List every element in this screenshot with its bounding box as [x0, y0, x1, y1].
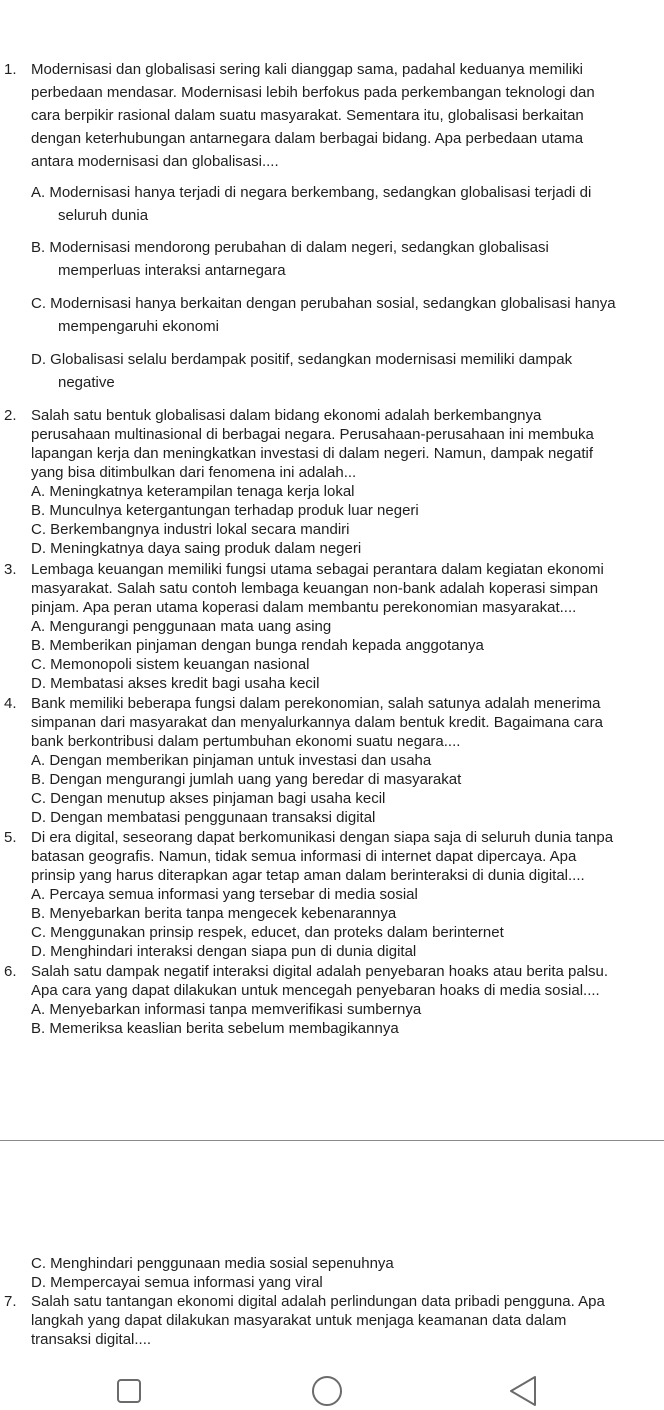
q3-line-1: Lembaga keuangan memiliki fungsi utama sebagai perantara dalam kegiatan ekonomi: [31, 561, 604, 578]
q1-option-c[interactable]: C. Modernisasi hanya berkaitan dengan perubahan sosial, sedangkan globalisasi hanya: [31, 295, 616, 312]
page-divider: [0, 1140, 664, 1141]
q6-option-d[interactable]: D. Mempercayai semua informasi yang viral: [31, 1274, 323, 1291]
q7-number: 7.: [4, 1293, 17, 1310]
q4-line-1: Bank memiliki beberapa fungsi dalam perekonomian, salah satunya adalah menerima: [31, 695, 601, 712]
q4-option-d[interactable]: D. Dengan membatasi penggunaan transaksi digital: [31, 809, 376, 826]
q2-option-a[interactable]: A. Meningkatnya keterampilan tenaga kerja lokal: [31, 483, 355, 500]
q2-option-c[interactable]: C. Berkembangnya industri lokal secara mandiri: [31, 521, 350, 538]
q1-option-b[interactable]: B. Modernisasi mendorong perubahan di dalam negeri, sedangkan globalisasi: [31, 239, 549, 256]
triangle-back-icon[interactable]: [506, 1374, 540, 1408]
q4-option-a[interactable]: A. Dengan memberikan pinjaman untuk investasi dan usaha: [31, 752, 432, 769]
circle-icon[interactable]: [310, 1374, 344, 1408]
q4-line-3: bank berkontribusi dalam pertumbuhan ekonomi suatu negara....: [31, 733, 461, 750]
q1-line-4: dengan keterhubungan antarnegara dalam berbagai bidang. Apa perbedaan utama: [31, 130, 584, 147]
q4-option-c[interactable]: C. Dengan menutup akses pinjaman bagi usaha kecil: [31, 790, 386, 807]
q1-option-d-cont: negative: [58, 374, 115, 391]
q1-option-a[interactable]: A. Modernisasi hanya terjadi di negara berkembang, sedangkan globalisasi terjadi di: [31, 184, 592, 201]
q2-line-2: perusahaan multinasional di berbagai negara. Perusahaan-perusahaan ini membuka: [31, 426, 594, 443]
q7-line-3: transaksi digital....: [31, 1331, 152, 1348]
q1-line-2: perbedaan mendasar. Modernisasi lebih berfokus pada perkembangan teknologi dan: [31, 84, 595, 101]
q2-option-b[interactable]: B. Munculnya ketergantungan terhadap produk luar negeri: [31, 502, 419, 519]
q3-line-3: pinjam. Apa peran utama koperasi dalam membantu perekonomian masyarakat....: [31, 599, 577, 616]
q2-line-1: Salah satu bentuk globalisasi dalam bidang ekonomi adalah berkembangnya: [31, 407, 542, 424]
square-icon[interactable]: [112, 1374, 146, 1408]
q2-line-3: lapangan kerja dan meningkatkan investasi di dalam negeri. Namun, dampak negatif: [31, 445, 594, 462]
q1-line-5: antara modernisasi dan globalisasi....: [31, 153, 279, 170]
q1-option-d[interactable]: D. Globalisasi selalu berdampak positif, sedangkan modernisasi memiliki dampak: [31, 351, 573, 368]
q7-line-1: Salah satu tantangan ekonomi digital adalah perlindungan data pribadi pengguna. Apa: [31, 1293, 605, 1310]
q3-option-a[interactable]: A. Mengurangi penggunaan mata uang asing: [31, 618, 332, 635]
q4-option-b[interactable]: B. Dengan mengurangi jumlah uang yang beredar di masyarakat: [31, 771, 462, 788]
q3-line-2: masyarakat. Salah satu contoh lembaga keuangan non-bank adalah koperasi simpan: [31, 580, 599, 597]
q5-line-2: batasan geografis. Namun, tidak semua informasi di internet dapat dipercaya. Apa: [31, 848, 577, 865]
q6-option-b[interactable]: B. Memeriksa keaslian berita sebelum membagikannya: [31, 1020, 399, 1037]
q4-number: 4.: [4, 695, 17, 712]
q2-number: 2.: [4, 407, 17, 424]
q2-option-d[interactable]: D. Meningkatnya daya saing produk dalam negeri: [31, 540, 362, 557]
q5-line-1: Di era digital, seseorang dapat berkomunikasi dengan siapa saja di seluruh dunia tanpa: [31, 829, 614, 846]
q5-option-b[interactable]: B. Menyebarkan berita tanpa mengecek kebenarannya: [31, 905, 397, 922]
q1-number: 1.: [4, 61, 17, 78]
q1-option-a-cont: seluruh dunia: [58, 207, 149, 224]
navigation-bar: [0, 1360, 664, 1410]
q1-option-c-cont: mempengaruhi ekonomi: [58, 318, 219, 335]
q5-option-a[interactable]: A. Percaya semua informasi yang tersebar di media sosial: [31, 886, 418, 903]
q1-option-b-cont: memperluas interaksi antarnegara: [58, 262, 286, 279]
q3-number: 3.: [4, 561, 17, 578]
q1-line-3: cara berpikir rasional dalam suatu masyarakat. Sementara itu, globalisasi berkaitan: [31, 107, 584, 124]
q5-line-3: prinsip yang harus diterapkan agar tetap aman dalam berinteraksi di dunia digital....: [31, 867, 585, 884]
q3-option-d[interactable]: D. Membatasi akses kredit bagi usaha kecil: [31, 675, 320, 692]
q3-option-b[interactable]: B. Memberikan pinjaman dengan bunga rendah kepada anggotanya: [31, 637, 484, 654]
q5-number: 5.: [4, 829, 17, 846]
q5-option-c[interactable]: C. Menggunakan prinsip respek, educet, dan proteks dalam berinternet: [31, 924, 504, 941]
q6-option-a[interactable]: A. Menyebarkan informasi tanpa memverifikasi sumbernya: [31, 1001, 422, 1018]
q3-option-c[interactable]: C. Memonopoli sistem keuangan nasional: [31, 656, 310, 673]
q1-line-1: Modernisasi dan globalisasi sering kali dianggap sama, padahal keduanya memiliki: [31, 61, 583, 78]
q6-line-2: Apa cara yang dapat dilakukan untuk mencegah penyebaran hoaks di media sosial....: [31, 982, 600, 999]
q5-option-d[interactable]: D. Menghindari interaksi dengan siapa pun di dunia digital: [31, 943, 417, 960]
q2-line-4: yang bisa ditimbulkan dari fenomena ini adalah...: [31, 464, 357, 481]
q4-line-2: simpanan dari masyarakat dan menyalurkannya dalam bentuk kredit. Bagaimana cara: [31, 714, 603, 731]
q6-option-c[interactable]: C. Menghindari penggunaan media sosial sepenuhnya: [31, 1255, 394, 1272]
q6-number: 6.: [4, 963, 17, 980]
q6-line-1: Salah satu dampak negatif interaksi digital adalah penyebaran hoaks atau berita palsu.: [31, 963, 609, 980]
q7-line-2: langkah yang dapat dilakukan masyarakat untuk menjaga keamanan data dalam: [31, 1312, 567, 1329]
